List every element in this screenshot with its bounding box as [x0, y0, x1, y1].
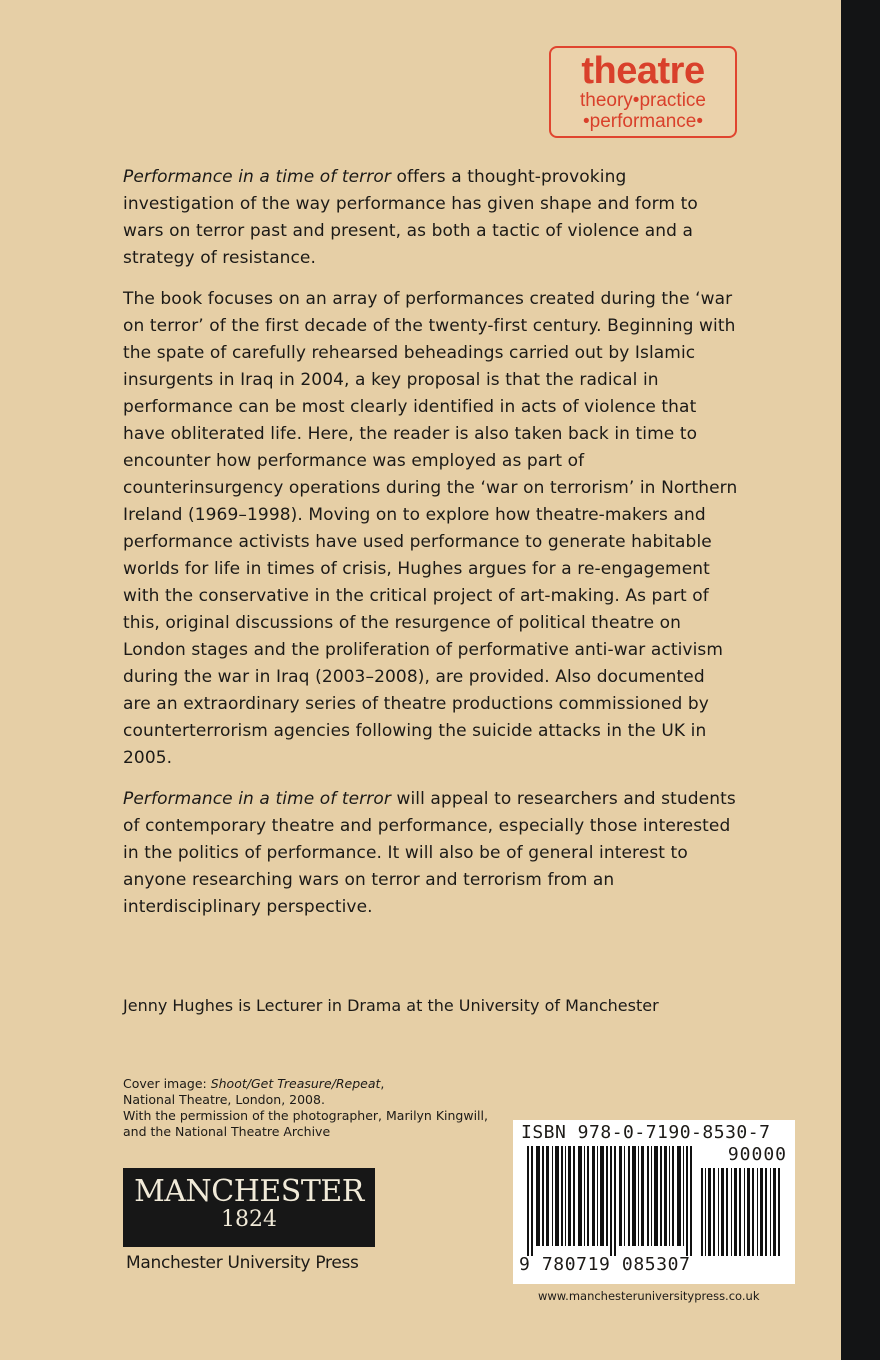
barcode-digits: 9 780719 085307 [519, 1254, 691, 1275]
book-title: Performance in a time of terror [123, 167, 391, 187]
barcode-addon-price: 90000 [727, 1144, 787, 1165]
series-logo-subtitle-2: •performance• [583, 111, 703, 132]
blurb-p1-text: offers a thought-provoking investigation of the way performance has given shape and form to wars on terror past and present, as both a tactic of violence and a strategy of resistance. [123, 167, 698, 268]
author-bio: Jenny Hughes is Lecturer in Drama at the University of Manchester [123, 996, 659, 1015]
blurb-paragraph-3 [123, 786, 738, 921]
blurb-paragraph-1 [123, 164, 738, 272]
credit-title: Shoot/Get Treasure/Repeat [210, 1076, 381, 1091]
cover-image-credit [123, 1076, 543, 1140]
series-logo-subtitle-1: theory•practice [580, 90, 706, 111]
credit-line-4: and the National Theatre Archive [123, 1124, 331, 1139]
barcode-bars [527, 1146, 780, 1256]
series-logo [549, 46, 737, 138]
credit-line-1 [123, 1076, 543, 1092]
isbn-barcode [513, 1120, 795, 1284]
publisher-logo-year: 1824 [221, 1207, 277, 1232]
blurb-paragraph-2: The book focuses on an array of performances created during the ‘war on terror’ of the first decade of the twenty-first century. Beginning with the spate of carefully rehearsed beheadings carried out by Islamic insurgents in Iraq in 2004, a key proposal is that the radical in performance can be most clearly identified in acts of violence that have obliterated life. Here, the reader is also taken back in time to encounter how performance was employed as part of counterinsurgency operations during the ‘war on terrorism’ in Northern Ireland (1969–1998). Moving on to explore how theatre-makers and performance activists have used performance to generate habitable worlds for life in times of crisis, Hughes argues for a re-engagement with the conservative in the critical project of art-making. As part of this, original discussions of the resurgence of political theatre on London stages and the proliferation of performative anti-war activism during the war in Iraq (2003–2008), are provided. Also documented are an extraordinary series of theatre productions commissioned by counterterrorism agencies following the suicide attacks in the UK in 2005. [123, 289, 738, 768]
credit-prefix: Cover image: [123, 1076, 211, 1091]
blurb [123, 164, 738, 935]
publisher-url[interactable]: www.manchesteruniversitypress.co.uk [538, 1289, 760, 1303]
publisher-logo-name: MANCHESTER [134, 1174, 364, 1209]
series-logo-word: theatre [581, 50, 705, 92]
blurb-p3-text: will appeal to researchers and students of contemporary theatre and performance, especially those interested in the politics of performance. It will also be of general interest to anyone researching wars on terror and terrorism from an interdisciplinary perspective. [123, 789, 736, 917]
credit-line-3: With the permission of the photographer, Marilyn Kingwill, [123, 1108, 488, 1123]
publisher-name: Manchester University Press [126, 1253, 359, 1273]
book-title: Performance in a time of terror [123, 789, 391, 809]
credit-suffix: , [380, 1076, 385, 1091]
publisher-logo [123, 1168, 375, 1247]
spine-edge [841, 0, 880, 1360]
isbn-text: ISBN 978-0-7190-8530-7 [521, 1122, 771, 1143]
credit-line-2: National Theatre, London, 2008. [123, 1092, 325, 1107]
